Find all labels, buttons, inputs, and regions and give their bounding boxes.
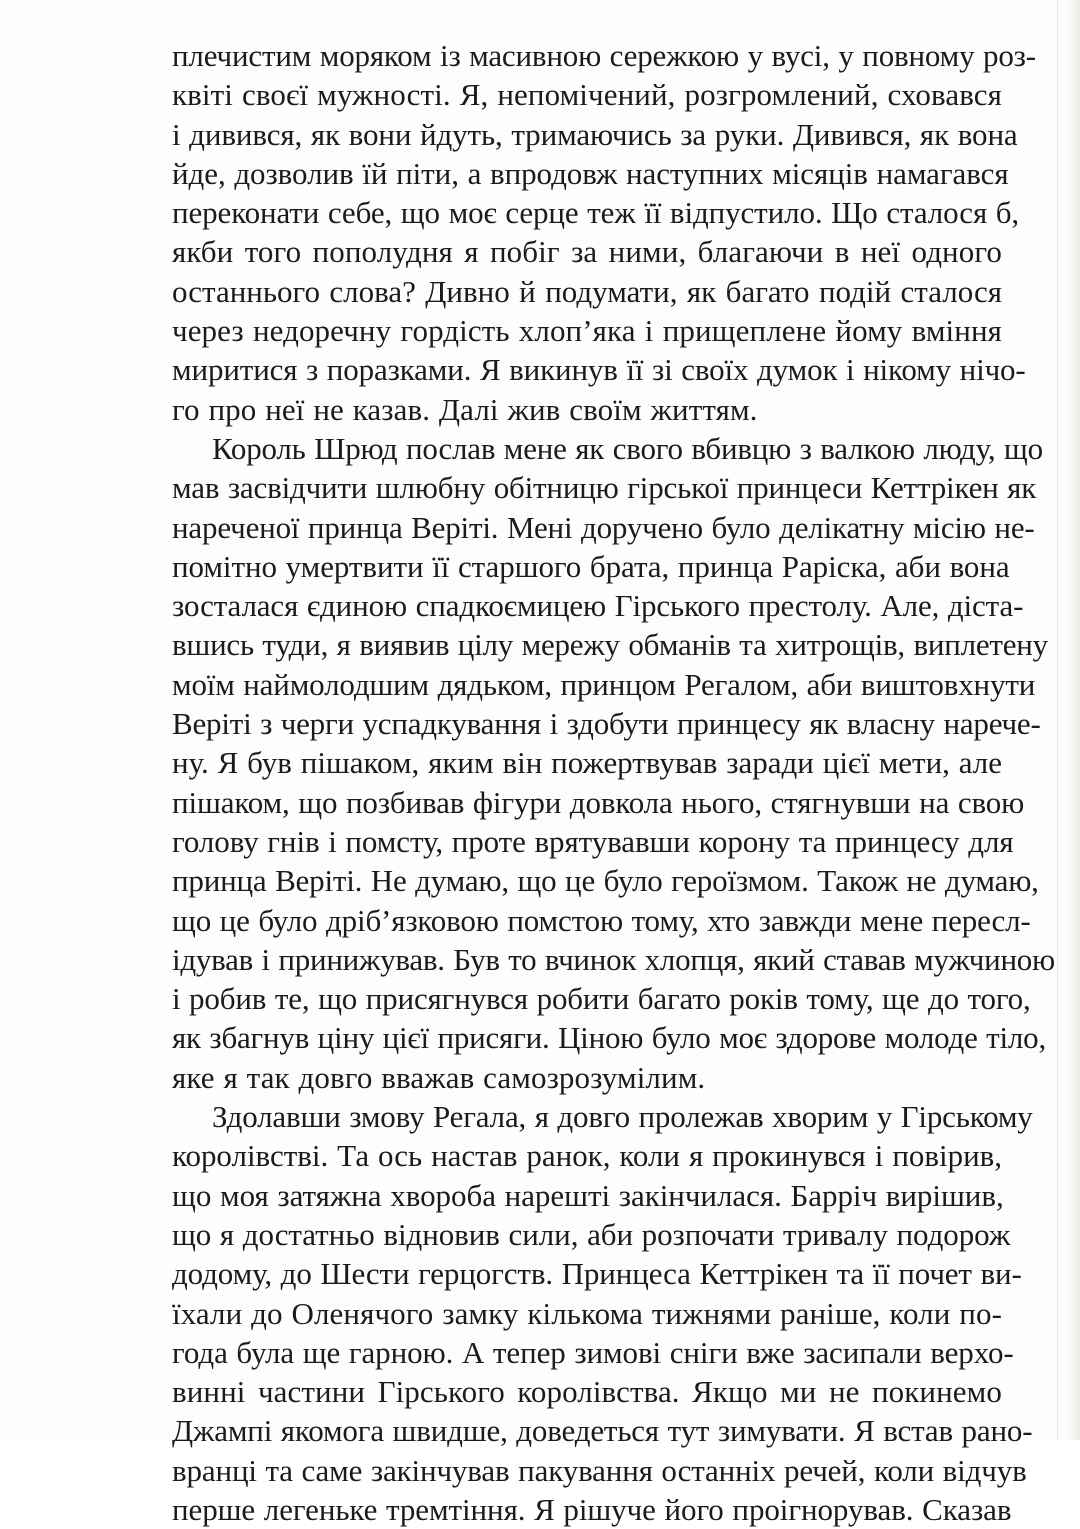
text-line: Джампі якомога швидше, доведеться тут зимувати. Я встав рано- [172,1413,1033,1449]
text-line: плечистим моряком із масивною сережкою у вусі, у повному роз- [172,38,1036,73]
text-line: перше легеньке тремтіння. Я рішуче його проігнорував. Сказав [172,1491,1012,1527]
text-line: пішаком, що позбивав фігури довкола нього, стягнувши на свою [172,784,1025,820]
text-line: принца Веріті. Не думаю, що це було героїзмом. Також не думаю, [172,863,1039,899]
text-line: Веріті з черги успадкування і здобути принцесу як власну нарече- [172,706,1041,742]
text-line: додому, до Шести герцогств. Принцеса Кеттрікен та її почет ви- [172,1256,1022,1292]
text-line: йде, дозволив їй піти, а впродовж наступних місяців намагався [172,155,1009,191]
text-line: що моя затяжна хвороба нарешті закінчилася. Барріч вирішив, [172,1177,1004,1213]
text-line: переконати себе, що моє серце теж її відпустило. Що сталося б, [172,195,1020,231]
text-line: ідував і принижував. Був то вчинок хлопця, який ставав мужчиною [172,941,1055,977]
text-line: і робив те, що присягнувся робити багато років тому, ще до того, [172,981,1031,1017]
paragraph [172,1097,1033,1529]
text-line: якби того пополудня я побіг за ними, благаючи в неї одного [172,234,1002,270]
text-line: яке я так довго вважав самозрозумілим. [172,1059,706,1095]
paragraph [172,36,1036,429]
text-line: квіті своєї мужності. Я, непомічений, розгромлений, сховався [172,77,1002,113]
text-line: голову гнів і помсту, проте врятувавши корону та принцесу для [172,823,1014,859]
text-line: Король Шрюд послав мене як свого вбивцю з валкою люду, що [212,430,1043,466]
text-line: мав засвідчити шлюбну обітницю гірської принцеси Кеттрікен як [172,470,1037,506]
text-line: моїм наймолодшим дядьком, принцом Регалом, аби виштовхнути [172,666,1036,702]
page-body-text [172,36,1055,1529]
text-line: ну. Я був пішаком, яким він пожертвував заради цієї мети, але [172,745,1002,781]
page-edge-line [1057,0,1058,1440]
text-line: года була ще гарною. А тепер зимові сніги вже засипали верхо- [172,1334,1014,1370]
text-line: королівстві. Та ось настав ранок, коли я прокинувся і повірив, [172,1138,1002,1174]
text-line: їхали до Оленячого замку кількома тижнями раніше, коли по- [172,1295,1002,1331]
text-line: нареченої принца Веріті. Мені доручено було делікатну місію не- [172,509,1035,545]
page-edge-shadow [1066,0,1080,1440]
text-line: миритися з поразками. Я викинув її зі своїх думок і нікому нічо- [172,352,1026,388]
text-line: винні частини Гірського королівства. Якщо ми не покинемо [172,1374,1002,1410]
text-line: зосталася єдиною спадкоємицею Гірського престолу. Але, діста- [172,588,1024,624]
text-line: останнього слова? Дивно й подумати, як багато подій сталося [172,273,1002,309]
text-line: і дивився, як вони йдуть, тримаючись за руки. Дивився, як вона [172,116,1018,152]
text-line: що я достатньо відновив сили, аби розпочати тривалу подорож [172,1216,1011,1252]
text-line: вшись туди, я виявив цілу мережу обманів та хитрощів, виплетену [172,627,1048,663]
text-line: як збагнув ціну цієї присяги. Ціною було моє здорове молоде тіло, [172,1020,1046,1056]
text-line: Здолавши змову Регала, я довго пролежав хворим у Гірському [212,1099,1033,1135]
paragraph [172,429,1055,1097]
text-line: го про неї не казав. Далі жив своїм життям. [172,391,758,427]
text-line: через недоречну гордість хлоп’яка і прищеплене йому вміння [172,313,1002,349]
text-line: що це було дріб’язковою помстою тому, хто завжди мене пересл- [172,902,1031,938]
text-line: помітно умертвити її старшого брата, принца Раріска, аби вона [172,548,1010,584]
text-line: вранці та саме закінчував пакування останніх речей, коли відчув [172,1452,1027,1488]
